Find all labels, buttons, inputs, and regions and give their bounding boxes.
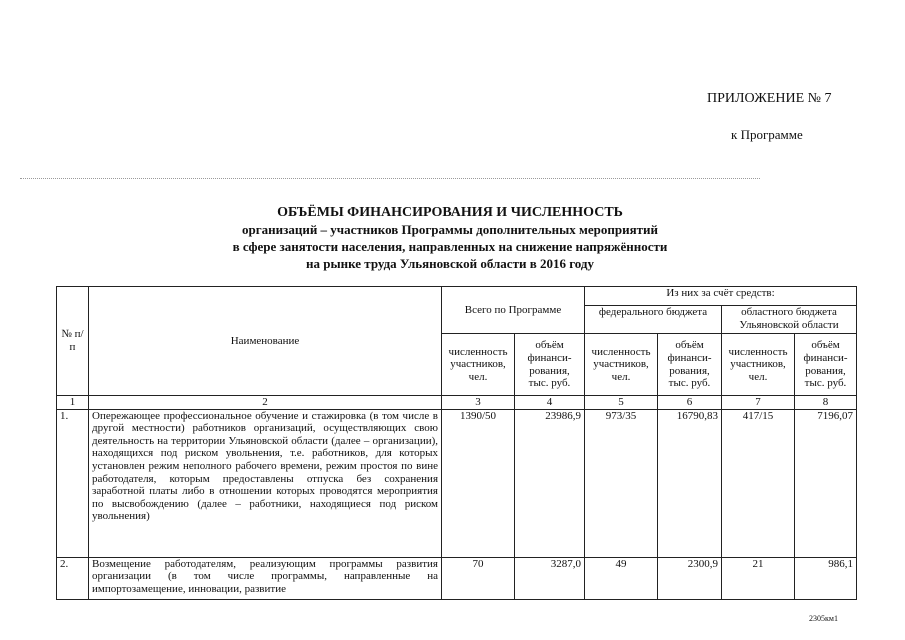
regional-funding: 7196,07 [795,409,857,557]
header-federal-count: численность участников, чел. [585,334,658,396]
header-num: № п/п [57,287,89,396]
title-line-1: ОБЪЁМЫ ФИНАНСИРОВАНИЯ И ЧИСЛЕННОСТЬ [277,205,623,220]
column-number: 8 [795,396,857,410]
header-federal-funding: объём финанси-рования, тыс. руб. [658,334,722,396]
row-name: Возмещение работодателям, реализующим программы развития организации (в том числе программы, направленные на импортозамещение, инновации, развитие [89,557,442,599]
appendix-label: ПРИЛОЖЕНИЕ № 7 [707,91,832,106]
total-funding: 23986,9 [515,409,585,557]
federal-count: 973/35 [585,409,658,557]
header-total-count: численность участников, чел. [442,334,515,396]
column-number: 3 [442,396,515,410]
column-number: 7 [722,396,795,410]
header-regional-funding: объём финанси-рования, тыс. руб. [795,334,857,396]
column-number: 5 [585,396,658,410]
row-name: Опережающее профессиональное обучение и стажировка (в том числе в другой местности) работников организаций, осуществляющих свою деятельность на территории Ульяновской области (далее – организации), находящихся под риском увольнения, т.е. работников, для которых установлен режим неполного рабочего времени, режим простоя по вине работодателя, которым предоставлены отпуска без сохранения заработной платы либо в отношении которых проводятся мероприятия по высвобождению (далее – работники, находящиеся под риском увольнения) [89,409,442,557]
column-number: 6 [658,396,722,410]
header-total: Всего по Программе [442,287,585,334]
regional-count: 21 [722,557,795,599]
header-name: Наименование [89,287,442,396]
funding-table [56,286,857,600]
header-regional-count: численность участников, чел. [722,334,795,396]
header-regional: областного бюджета Ульяновской области [722,306,857,334]
table-row [57,557,857,599]
federal-funding: 2300,9 [658,557,722,599]
appendix-subtitle: к Программе [731,127,803,142]
total-count: 70 [442,557,515,599]
document-stamp: 2305км1 [809,614,838,623]
column-number-row [57,396,857,410]
column-number: 2 [89,396,442,410]
document-title [140,204,760,272]
title-line-2: организаций – участников Программы дополнительных мероприятий [242,222,658,237]
header-sources: Из них за счёт средств: [585,287,857,306]
column-number: 1 [57,396,89,410]
federal-count: 49 [585,557,658,599]
regional-funding: 986,1 [795,557,857,599]
table-row [57,409,857,557]
row-number: 2. [57,557,89,599]
column-number: 4 [515,396,585,410]
federal-funding: 16790,83 [658,409,722,557]
header-federal: федерального бюджета [585,306,722,334]
title-line-3: в сфере занятости населения, направленных на снижение напряжённости [232,239,668,254]
title-line-4: на рынке труда Ульяновской области в 2016 году [305,256,595,271]
total-funding: 3287,0 [515,557,585,599]
total-count: 1390/50 [442,409,515,557]
row-number: 1. [57,409,89,557]
regional-count: 417/15 [722,409,795,557]
scan-artifact-line [20,178,760,179]
header-total-funding: объём финанси-рования, тыс. руб. [515,334,585,396]
